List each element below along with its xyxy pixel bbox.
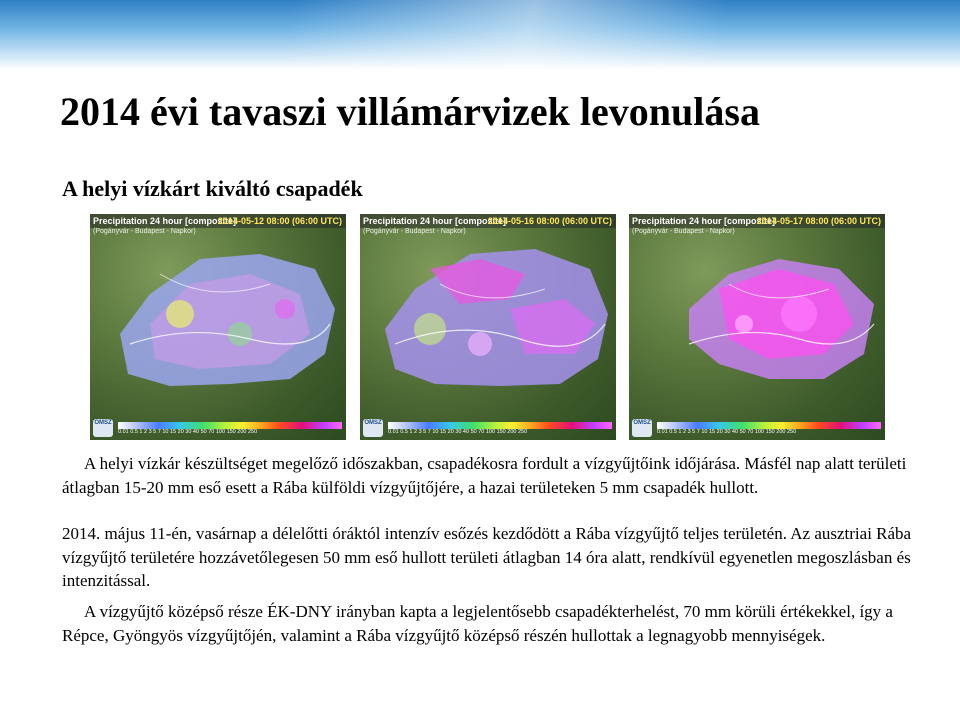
map-header xyxy=(629,214,885,228)
paragraph-2-text: 2014. május 11-én, vasárnap a délelőtti óráktól intenzív esőzés kezdődött a Rába vízgyűjtő teljes területén. Az ausztriai Rába vízgyűjtő területére hozzávetőlegesen 50 mm eső hullott területi átlagban 14 óra alatt, rendkívül egyenetlen megoszlásban és intenzitással. xyxy=(62,524,912,590)
precipitation-scale xyxy=(118,422,342,437)
map-title: Precipitation 24 hour [composite] xyxy=(93,216,237,226)
paragraph-3 xyxy=(62,600,922,647)
color-scale-bar xyxy=(657,422,881,429)
precipitation-map-3 xyxy=(629,214,885,440)
map-subheader: (Pogányvár - Budapest - Napkor) xyxy=(363,228,466,235)
precipitation-map-2 xyxy=(360,214,616,440)
radar-overlay xyxy=(629,214,885,440)
map-subheader: (Pogányvár - Budapest - Napkor) xyxy=(632,228,735,235)
precipitation-map-1 xyxy=(90,214,346,440)
map-header xyxy=(90,214,346,228)
omsz-logo: OMSZ xyxy=(93,419,113,437)
precipitation-scale xyxy=(657,422,881,437)
paragraph-3-text: A vízgyűjtő középső része ÉK-DNY irányban kapta a legjelentősebb csapadékterhelést, 70 mm körüli értékekkel, így a Répce, Gyöngyös vízgyűjtőjén, valamint a Rába vízgyűjtő középső részén hullottak a legnagyobb mennyiségek. xyxy=(62,602,893,645)
map-title: Precipitation 24 hour [composite] xyxy=(363,216,507,226)
omsz-logo: OMSZ xyxy=(632,419,652,437)
header-band xyxy=(0,0,960,70)
map-timestamp: 2014-05-17 08:00 (06:00 UTC) xyxy=(756,216,881,226)
omsz-logo: OMSZ xyxy=(363,419,383,437)
precipitation-scale xyxy=(388,422,612,437)
paragraph-1-text: A helyi vízkár készültséget megelőző időszakban, csapadékosra fordult a vízgyűjtőink időjárása. Másfél nap alatt területi átlagban 15-20 mm eső esett a Rába külföldi vízgyűjtőjére, a hazai területeken 5 mm csapadék hullott. xyxy=(62,454,907,497)
page-title: 2014 évi tavaszi villámárvizek levonulása xyxy=(60,89,760,134)
map-title: Precipitation 24 hour [composite] xyxy=(632,216,776,226)
page-subtitle: A helyi vízkárt kiváltó csapadék xyxy=(62,176,363,201)
paragraph-2 xyxy=(62,522,922,593)
color-scale-bar xyxy=(388,422,612,429)
map-timestamp: 2014-05-12 08:00 (06:00 UTC) xyxy=(217,216,342,226)
scale-labels: 0.01 0.5 1 2 3 5 7 10 15 20 30 40 50 70 100 150 200 250 xyxy=(657,429,797,435)
scale-labels: 0.01 0.5 1 2 3 5 7 10 15 20 30 40 50 70 100 150 200 250 xyxy=(118,429,258,435)
color-scale-bar xyxy=(118,422,342,429)
radar-overlay xyxy=(90,214,346,440)
paragraph-1 xyxy=(62,452,922,499)
map-subheader: (Pogányvár - Budapest - Napkor) xyxy=(93,228,196,235)
radar-overlay xyxy=(360,214,616,440)
map-header xyxy=(360,214,616,228)
scale-labels: 0.01 0.5 1 2 3 5 7 10 15 20 30 40 50 70 100 150 200 250 xyxy=(388,429,528,435)
map-timestamp: 2014-05-16 08:00 (06:00 UTC) xyxy=(487,216,612,226)
